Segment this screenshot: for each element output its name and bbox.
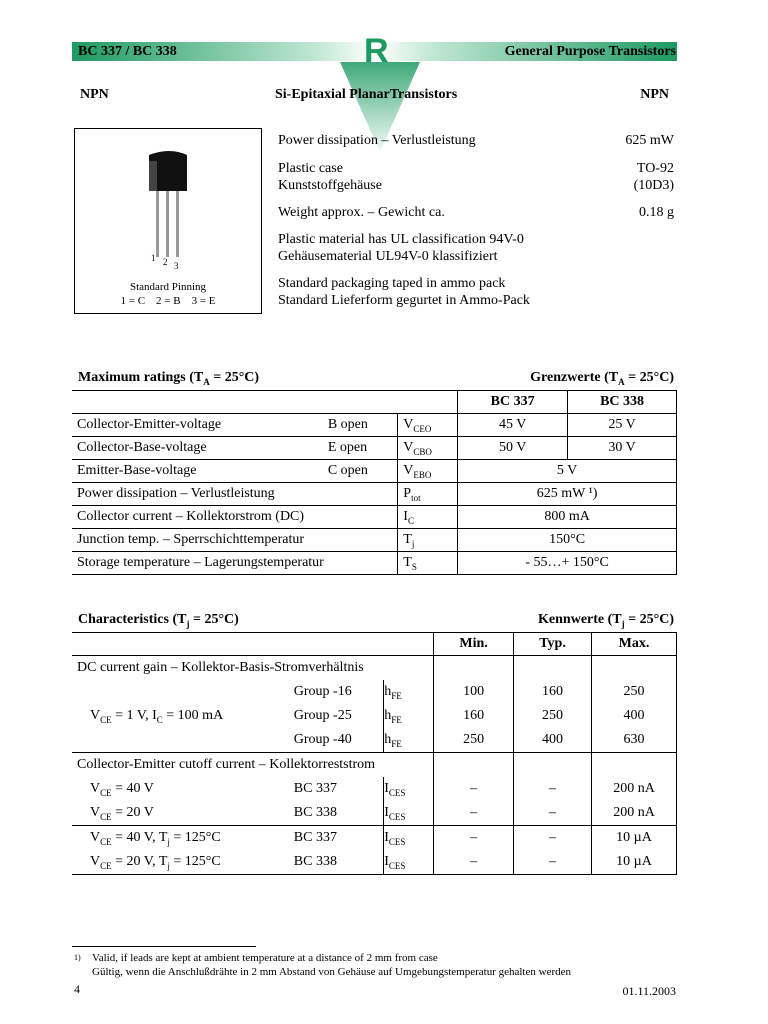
pin-label-2: 2 [163,257,168,267]
spec-label: Kunststoffgehäuse [278,178,382,193]
pinning-map: 1 = C 2 = B 3 = E [120,295,216,307]
table-row: $V_{CE} = 40$ V BC 337 $I_{CES}$ – – 200 nA [72,777,677,801]
transistor-icon [135,147,205,267]
table-row: Collector-Emitter-voltage B open $V_{CEO}$ 45 V 25 V [72,414,677,437]
characteristics-title-de: Kennwerte $(T_j = 25^\circ C)$ [538,612,674,629]
table-row: Junction temp. – Sperrschichttemperatur $T_j$ 150°C [72,529,677,552]
header-right: General Purpose Transistors [504,44,676,59]
header-left: BC 337 / BC 338 [78,44,177,59]
footnote-line1: Valid, if leads are kept at ambient temperature at a distance of 2 mm from case [92,952,438,964]
table-row: $V_{CE} = 1$ V, $I_C = 100$ mA Group -16 $h_{FE}$ 100 160 250 [72,680,677,704]
spec-label: Plastic case [278,161,343,176]
spec-value: (10D3) [633,178,674,193]
col-bc338: BC 338 [568,391,677,414]
spec-value: TO-92 [636,161,674,176]
package-image-box [74,128,262,314]
subheader-right: NPN [640,87,669,102]
max-ratings-title-de: Grenzwerte $(T_A = 25^\circ C)$ [530,370,674,387]
spec-value: 625 mW [625,133,674,148]
characteristics-table [72,632,677,875]
col-typ: Typ. [514,633,592,656]
characteristics-title: Characteristics $(T_j = 25^\circ C)$ [78,612,239,629]
table-row: Collector current – Kollektorstrom (DC) $I_C$ 800 mA [72,506,677,529]
pinning-caption: Standard Pinning [129,281,207,293]
cutoff-title: Collector-Emitter cutoff current – Kollektorreststrom [77,757,376,772]
spec-label: Gehäusematerial UL94V-0 klassifiziert [278,249,498,264]
dc-gain-title: DC current gain – Kollektor-Basis-Stromverhältnis [77,660,364,675]
max-ratings-title: Maximum ratings $(T_A = 25^\circ C)$ [78,370,260,387]
pin-label-1: 1 [151,253,156,263]
table-row: $V_{CE} = 20$ V, $T_j = 125^\circ C$ BC 338 $I_{CES}$ – – 10 µA [72,850,677,875]
footnote-mark: 1) [74,953,81,962]
col-bc337: BC 337 [458,391,568,414]
page-number: 4 [74,982,80,996]
spec-label: Power dissipation – Verlustleistung [278,133,476,148]
col-max: Max. [592,633,677,656]
footnote-rule [72,946,256,947]
subheader-left: NPN [80,87,109,102]
col-min: Min. [434,633,514,656]
spec-value: 0.18 g [639,205,674,220]
table-row: Storage temperature – Lagerungstemperatur $T_S$ - 55…+ 150°C [72,552,677,575]
table-row: Power dissipation – Verlustleistung $P_{tot}$ 625 mW ¹) [72,483,677,506]
table-row: $V_{CE} = 40$ V, $T_j = 125^\circ C$ BC 337 $I_{CES}$ – – 10 µA [72,826,677,851]
footer-date: 01.11.2003 [622,984,676,998]
table-row: Group -25 $h_{FE}$ 160 250 400 [72,704,677,728]
spec-label: Standard packaging taped in ammo pack [278,276,506,291]
table-row: Group -40 $h_{FE}$ 250 400 630 [72,728,677,753]
spec-label: Standard Lieferform gegurtet in Ammo-Pack [278,293,530,308]
pin-label-3: 3 [174,261,179,271]
spec-label: Weight approx. – Gewicht ca. [278,205,445,220]
subheader-center: Si-Epitaxial PlanarTransistors [275,87,458,102]
table-row: $V_{CE} = 20$ V BC 338 $I_{CES}$ – – 200 nA [72,801,677,826]
logo-letter: R [364,32,389,70]
footnote-line2: Gültig, wenn die Anschlußdrähte in 2 mm Abstand von Gehäuse auf Umgebungstemperatur gehalten werden [92,966,571,978]
dc-gain-condition: $V_{CE} = 1$ V, $I_C = 100$ mA [90,707,224,725]
table-row: Collector-Base-voltage E open $V_{CBO}$ 50 V 30 V [72,437,677,460]
table-row: Emitter-Base-voltage C open $V_{EBO}$ 5 V [72,460,677,483]
max-ratings-table [72,390,677,575]
spec-label: Plastic material has UL classification 94V-0 [278,232,524,247]
